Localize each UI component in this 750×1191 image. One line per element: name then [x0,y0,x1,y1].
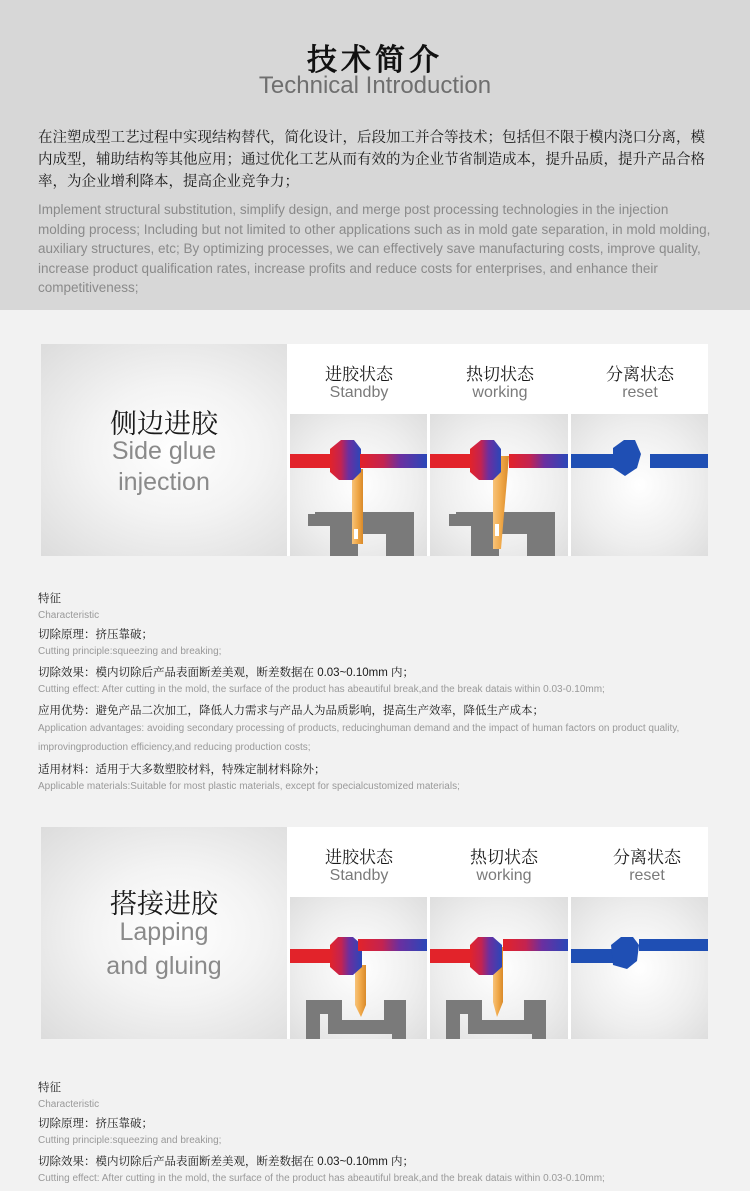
runner-hot [290,454,330,468]
runner-flow [503,939,568,951]
effect-en: Cutting effect: After cutting in the mold, the surface of the product has abeautiful break,and the break datais within 0.03-0.10mm; [38,1173,605,1184]
working-illustration [430,440,568,556]
principle-cn: 切除原理：挤压靠破； [38,1118,153,1130]
standby-illustration [290,937,427,1039]
stage-label-standby-en: Standby [329,867,389,884]
runner-flow [509,454,568,468]
stage-label-standby-cn: 进胶状态 [325,365,393,384]
stage-label-reset-cn: 分离状态 [606,365,674,384]
material-en: Applicable materials:Suitable for most plastic materials, except for specialcustomized materials; [38,781,460,792]
material-cn: 适用材料：适用于大多数塑胶材料，特殊定制材料除外； [38,764,326,776]
panel-name-en-line1: Lapping [119,918,209,946]
intro-text-en: Implement structural substitution, simplify design, and merge post processing technologies in the injection molding process; Including but not limited to other applications such as in mold gate separation, in mold molding, auxiliary structures, etc; By optimizing processes, we can effectively save manufacturing costs, improve quality, increase product qualification rates, increase profits and reduce costs for enterprises, and enhance their competitiveness; [38,202,711,295]
advantage-en: Application advantages: avoiding secondary processing of products, reducinghuman demand and the impact of human factors on product quality, improvingproduction efficiency,and reducing production costs; [38,723,680,753]
side-injection-panel [41,344,708,556]
panel-name-en-line2: injection [118,468,210,496]
page-title: 技术简介 [307,44,443,77]
runner-flow [360,454,427,468]
gate-bulb [470,440,501,480]
gate-bulb [470,937,502,975]
blade-slot [495,524,499,536]
reset-illustration [571,937,708,969]
panel-name-en-line2: and gluing [106,952,222,980]
stage-label-working-cn: 热切状态 [466,365,534,384]
working-illustration [430,937,568,1039]
panel-name-en-line1: Side glue [111,437,217,465]
cutter-blade [355,965,366,1017]
stage-label-standby-en: Standby [329,384,389,401]
stage-label-reset-cn: 分离状态 [613,848,681,867]
features-section-1 [38,591,718,795]
header-band [0,0,750,310]
feature-heading-en: Characteristic [38,610,100,621]
advantage-cn: 应用优势：避免产品二次加工，降低人力需求与产品人为品质影响，提高生产效率，降低生产成本； [38,705,544,717]
stage-label-reset-en: reset [622,384,658,401]
gate-bulb [330,937,362,975]
standby-illustration [290,440,427,556]
principle-cn: 切除原理：挤压靠破； [38,629,153,641]
stage-label-reset-en: reset [629,867,665,884]
effect-cn: 切除效果：模内切除后产品表面断差美观，断差数据在 0.03~0.10mm 内； [38,1156,415,1168]
lapping-panel [41,827,708,1039]
panel-name-cn: 搭接进胶 [110,889,218,919]
blade-slot [354,529,358,539]
lapping-diagram [41,827,708,1039]
stage-label-standby-cn: 进胶状态 [325,848,393,867]
stage-label-working-en: working [476,867,532,884]
runner-cold [650,454,708,468]
effect-cn: 切除效果：模内切除后产品表面断差美观，断差数据在 0.03~0.10mm 内； [38,667,415,679]
intro-text-cn: 在注塑成型工艺过程中实现结构替代，简化设计，后段加工并合等技术；包括但不限于模内浇口分离，模内成型，辅助结构等其他应用；通过优化工艺从而有效的为企业节省制造成本，提升品质，提升产品合格率，为企业增利降本，提高企业竞争力； [38,130,705,190]
runner-flow [358,939,427,951]
feature-heading-cn: 特征 [38,593,61,605]
panel-name-cn: 侧边进胶 [110,409,218,439]
feature-heading-en: Characteristic [38,1099,100,1110]
runner-hot [430,454,470,468]
runner-hot [430,949,470,963]
page-subtitle: Technical Introduction [258,72,492,99]
principle-en: Cutting principle:squeezing and breaking; [38,646,222,657]
gate-bulb [611,937,639,969]
gate-bulb [330,440,361,480]
principle-en: Cutting principle:squeezing and breaking; [38,1135,222,1146]
side-injection-diagram [41,344,708,556]
runner-cold [639,939,708,951]
feature-heading-cn: 特征 [38,1082,61,1094]
stage-label-working-cn: 热切状态 [470,848,538,867]
runner-hot [290,949,330,963]
stage-label-working-en: working [472,384,528,401]
features-section-2 [38,1080,718,1187]
mold-frame [313,1007,399,1039]
gate-bulb [613,440,641,476]
reset-illustration [571,440,708,476]
effect-en: Cutting effect: After cutting in the mold, the surface of the product has abeautiful break,and the break datais within 0.03-0.10mm; [38,684,605,695]
